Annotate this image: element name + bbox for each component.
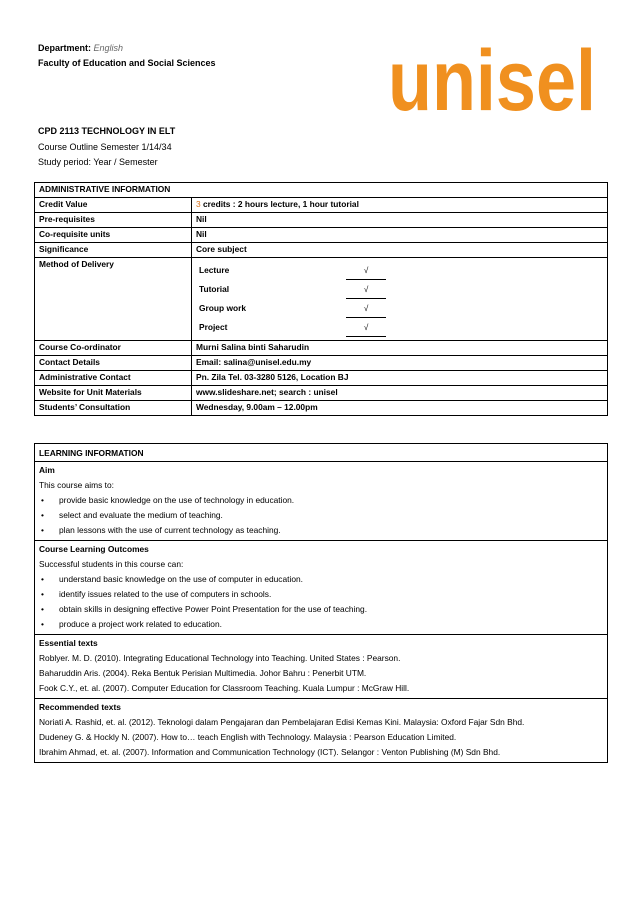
admin-contact-value: Pn. Zila Tel. 03-3280 5126, Location BJ <box>192 371 608 386</box>
list-item: • identify issues related to the use of computers in schools. <box>39 587 603 602</box>
coordinator-label: Course Co-ordinator <box>35 341 192 356</box>
checkmark-icon: √ <box>346 261 386 280</box>
significance-label: Significance <box>35 243 192 258</box>
contact-email: Email: salina@unisel.edu.my <box>192 356 608 371</box>
essential-texts-section <box>35 635 608 699</box>
table-row <box>35 386 608 401</box>
course-title: CPD 2113 TECHNOLOGY IN ELT <box>38 126 176 136</box>
delivery-modes <box>192 258 608 341</box>
table-row <box>35 341 608 356</box>
table-row <box>35 356 608 371</box>
admin-title: ADMINISTRATIVE INFORMATION <box>35 183 608 198</box>
table-row <box>35 401 608 416</box>
coreq-value: Nil <box>192 228 608 243</box>
table-row <box>35 198 608 213</box>
prereq-value: Nil <box>192 213 608 228</box>
delivery-mode-group-work <box>196 299 389 318</box>
delivery-label: Method of Delivery <box>35 258 192 341</box>
coordinator-value: Murni Salina binti Saharudin <box>192 341 608 356</box>
logo-text: unisel <box>388 33 596 129</box>
reference-item: Fook C.Y., et. al. (2007). Computer Education for Classroom Teaching. Kuala Lumpur : McGraw Hill. <box>39 683 410 693</box>
admin-contact-label: Administrative Contact <box>35 371 192 386</box>
list-item: • produce a project work related to education. <box>39 617 603 632</box>
aim-intro: This course aims to: <box>39 480 114 490</box>
reference-item: Dudeney G. & Hockly N. (2007). How to… teach English with Technology. Malaysia : Pearson Education Limited. <box>39 732 457 742</box>
coreq-label: Co-requisite units <box>35 228 192 243</box>
table-row <box>35 243 608 258</box>
delivery-mode-lecture <box>196 261 389 280</box>
clo-intro: Successful students in this course can: <box>39 559 184 569</box>
credit-value <box>192 198 608 213</box>
clo-title: Course Learning Outcomes <box>39 544 149 554</box>
unisel-logo <box>386 33 598 129</box>
table-row <box>35 258 608 341</box>
mode-label: Tutorial <box>199 284 230 294</box>
department-label: Department: <box>38 43 92 53</box>
learning-table <box>34 443 608 763</box>
aim-title: Aim <box>39 465 55 475</box>
mode-label: Lecture <box>199 265 230 275</box>
contact-label: Contact Details <box>35 356 192 371</box>
table-row <box>35 213 608 228</box>
study-period: Study period: Year / Semester <box>38 157 158 167</box>
department-value: English <box>93 43 124 53</box>
table-row <box>35 371 608 386</box>
aim-list <box>39 493 603 538</box>
essential-texts-title: Essential texts <box>39 638 98 648</box>
list-item: • select and evaluate the medium of teaching. <box>39 508 603 523</box>
checkmark-icon: √ <box>346 299 386 318</box>
website-value: www.slideshare.net; search : unisel <box>192 386 608 401</box>
mode-label: Project <box>199 322 228 332</box>
credit-label: Credit Value <box>35 198 192 213</box>
reference-item: Baharuddin Aris. (2004). Reka Bentuk Perisian Multimedia. Johor Bahru : Penerbit UTM. <box>39 668 367 678</box>
learning-title: LEARNING INFORMATION <box>35 444 608 462</box>
reference-item: Roblyer. M. D. (2010). Integrating Educational Technology into Teaching. United States : Pearson. <box>39 653 401 663</box>
website-label: Website for Unit Materials <box>35 386 192 401</box>
delivery-mode-tutorial <box>196 280 389 299</box>
prereq-label: Pre-requisites <box>35 213 192 228</box>
table-row <box>35 228 608 243</box>
checkmark-icon: √ <box>346 280 386 299</box>
reference-item: Ibrahim Ahmad, et. al. (2007). Information and Communication Technology (ICT). Selangor : Venton Publishing (M) Sdn Bhd. <box>39 747 501 757</box>
department-line <box>38 42 123 54</box>
list-item: • provide basic knowledge on the use of technology in education. <box>39 493 603 508</box>
recommended-texts-title: Recommended texts <box>39 702 121 712</box>
clo-list <box>39 572 603 632</box>
course-outline: Course Outline Semester 1/14/34 <box>38 142 172 152</box>
faculty-name: Faculty of Education and Social Sciences <box>38 58 216 68</box>
aim-section <box>35 462 608 541</box>
consultation-label: Students’ Consultation <box>35 401 192 416</box>
significance-value: Core subject <box>192 243 608 258</box>
list-item: • plan lessons with the use of current technology as teaching. <box>39 523 603 538</box>
mode-label: Group work <box>199 303 246 313</box>
admin-table <box>34 182 608 416</box>
checkmark-icon: √ <box>346 318 386 337</box>
reference-item: Noriati A. Rashid, et. al. (2012). Teknologi dalam Pengajaran dan Pembelajaran Edisi Kemas Kini. Malaysia: Oxford Fajar Sdn Bhd. <box>39 717 525 727</box>
delivery-mode-project <box>196 318 389 337</box>
credit-details: credits : 2 hours lecture, 1 hour tutorial <box>200 199 359 209</box>
list-item: • understand basic knowledge on the use of computer in education. <box>39 572 603 587</box>
recommended-texts-section <box>35 699 608 763</box>
consultation-value: Wednesday, 9.00am – 12.00pm <box>192 401 608 416</box>
credit-number: 3 <box>196 199 201 209</box>
clo-section <box>35 541 608 635</box>
list-item: • obtain skills in designing effective Power Point Presentation for the use of teaching. <box>39 602 603 617</box>
